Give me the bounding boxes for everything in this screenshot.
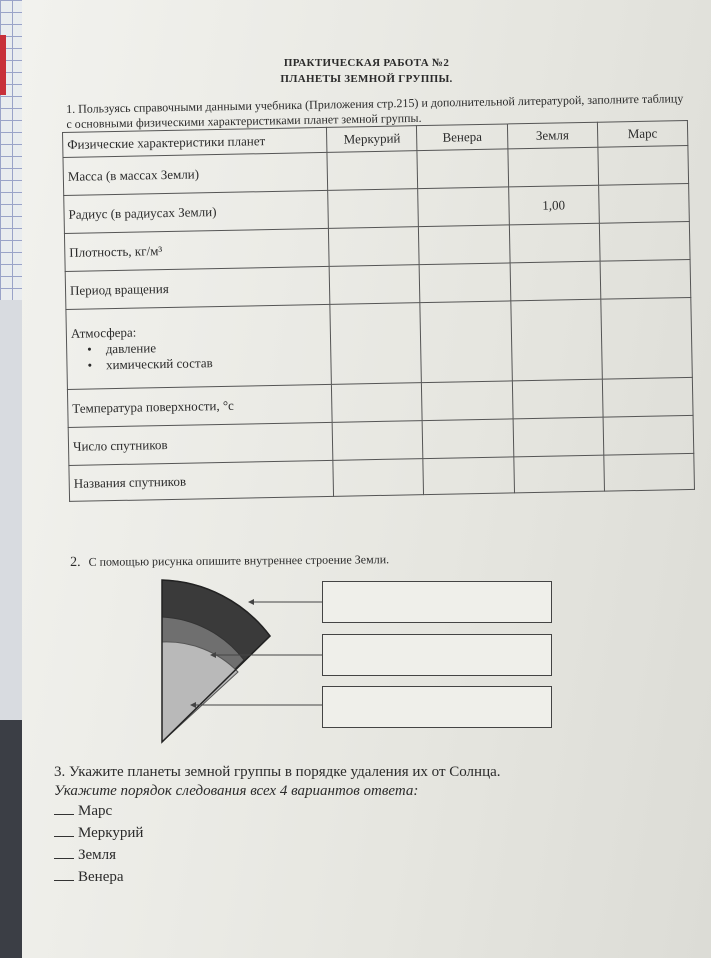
header-venus: Венера: [417, 124, 508, 151]
task3-instruction: Укажите порядок следования всех 4 вариантов ответа:: [54, 783, 419, 799]
row-label: Число спутников: [68, 422, 333, 465]
row-label: Атмосфера:: [70, 324, 137, 341]
row-label: Температура поверхности, °с: [67, 384, 332, 427]
table-cell[interactable]: [600, 259, 691, 299]
table-cell[interactable]: [510, 261, 601, 301]
planets-table: [62, 120, 695, 502]
table-cell[interactable]: [329, 265, 420, 305]
table-cell[interactable]: [332, 421, 423, 461]
answer-option[interactable]: [54, 866, 501, 888]
table-cell[interactable]: [332, 383, 423, 423]
table-cell[interactable]: [327, 151, 418, 191]
answer-box-crust[interactable]: [322, 581, 552, 623]
table-cell[interactable]: [420, 263, 511, 303]
worksheet-title-line2: ПЛАНЕТЫ ЗЕМНОЙ ГРУППЫ.: [280, 73, 453, 85]
row-label: Названия спутников: [69, 460, 334, 501]
task3: [54, 764, 501, 888]
list-item: • химический состав: [87, 352, 327, 373]
table-cell[interactable]: [333, 459, 424, 497]
table-cell[interactable]: [330, 303, 422, 385]
table-cell[interactable]: [601, 297, 693, 379]
table-cell[interactable]: [510, 299, 602, 381]
task2-prompt: [70, 552, 389, 571]
answer-option[interactable]: [54, 800, 501, 822]
header-mars: Марс: [597, 120, 688, 147]
task3-heading: 3. Укажите планеты земной группы в порядке удаления их от Солнца.: [54, 764, 501, 780]
table-cell[interactable]: [509, 223, 600, 263]
atmosphere-sublist: [71, 336, 327, 373]
table-cell[interactable]: [422, 381, 513, 421]
row-label: Период вращения: [65, 266, 330, 309]
option-label: Венера: [78, 869, 124, 885]
table-cell[interactable]: [328, 189, 419, 229]
list-item: • давление: [87, 336, 327, 357]
row-label-atmosphere: [66, 304, 332, 389]
header-earth: Земля: [507, 122, 598, 149]
table-cell[interactable]: [604, 453, 695, 491]
worksheet-paper: [22, 0, 711, 958]
table-cell[interactable]: [603, 415, 694, 455]
table-cell[interactable]: [513, 417, 604, 457]
row-label: Масса (в массах Земли): [63, 152, 328, 195]
header-characteristics: Физические характеристики планет: [63, 127, 328, 157]
arrowhead-crust: [248, 599, 254, 605]
table-cell[interactable]: [329, 227, 420, 267]
table-cell[interactable]: [602, 377, 693, 417]
table-cell[interactable]: [599, 221, 690, 261]
answer-box-mantle[interactable]: [322, 634, 552, 676]
task1-text: 1. Пользуясь справочными данными учебника (Приложения стр.215) и дополнительной литературой, заполните таблицу с основными физическими характеристиками планет земной группы.: [66, 91, 684, 131]
table-cell[interactable]: [598, 183, 689, 223]
task2-text: С помощью рисунка опишите внутреннее строение Земли.: [88, 552, 390, 569]
order-blank[interactable]: [54, 858, 74, 859]
order-blank[interactable]: [54, 836, 74, 837]
table-cell[interactable]: [420, 301, 512, 383]
answer-option[interactable]: [54, 822, 501, 844]
table-cell[interactable]: 1,00: [508, 185, 599, 225]
order-blank[interactable]: [54, 880, 74, 881]
table-cell[interactable]: [419, 225, 510, 265]
option-label: Меркурий: [78, 825, 144, 841]
task2-number: 2.: [70, 554, 81, 570]
worksheet-title-line1: ПРАКТИЧЕСКАЯ РАБОТА №2: [283, 57, 450, 69]
row-label: Радиус (в радиусах Земли): [64, 190, 329, 233]
table-cell[interactable]: [512, 379, 603, 419]
header-mercury: Меркурий: [327, 126, 418, 153]
table-cell[interactable]: [508, 147, 599, 187]
answer-option[interactable]: [54, 844, 501, 866]
table-row: [66, 297, 692, 389]
table-cell[interactable]: [513, 455, 604, 493]
table-cell[interactable]: [417, 149, 508, 189]
option-label: Марс: [78, 803, 113, 819]
table-cell[interactable]: [423, 457, 514, 495]
option-label: Земля: [78, 847, 117, 863]
order-blank[interactable]: [54, 814, 74, 815]
table-cell[interactable]: [598, 145, 689, 185]
answer-box-core[interactable]: [322, 686, 552, 728]
table-cell[interactable]: [418, 187, 509, 227]
row-label: Плотность, кг/м³: [64, 228, 329, 271]
table-cell[interactable]: [423, 419, 514, 459]
